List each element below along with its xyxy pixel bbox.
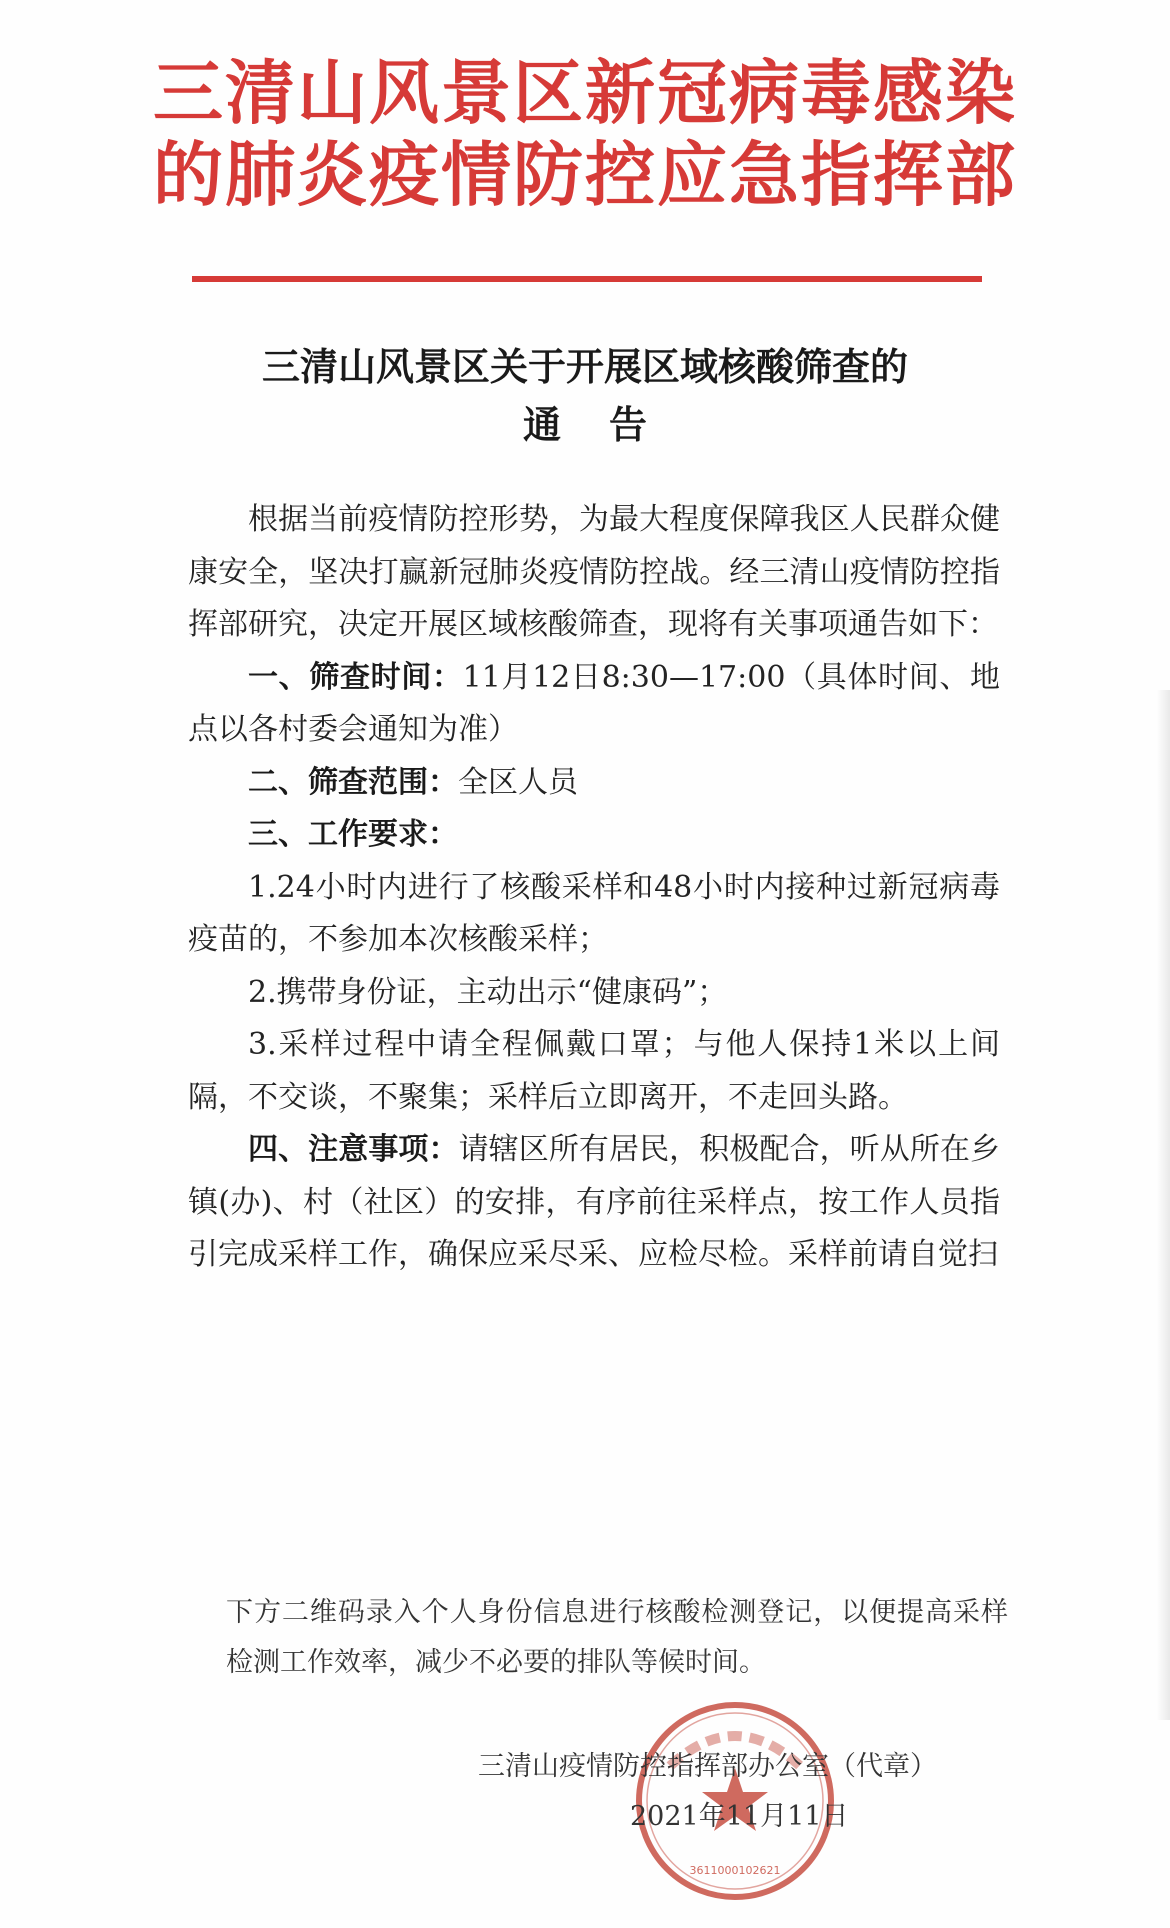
signing-date: 2021年11月11日: [630, 1801, 849, 1832]
work-requirements-heading: [188, 809, 1000, 862]
intro-paragraph: 根据当前疫情防控形势，为最大程度保障我区人民群众健康安全，坚决打赢新冠肺炎疫情防控战。经三清山疫情防控指挥部研究，决定开展区域核酸筛查，现将有关事项通告如下：: [188, 502, 1000, 642]
notice-title-line1: 三清山风景区关于开展区域核酸筛查的: [261, 344, 908, 389]
page-edge-shadow: [1156, 690, 1170, 1720]
signing-organization: 三清山疫情防控指挥部办公室（代章）: [478, 1751, 937, 1782]
requirement-3: 3.采样过程中请全程佩戴口罩；与他人保持1米以上间隔，不交谈，不聚集；采样后立即离开，不走回头路。: [188, 1027, 1000, 1115]
precautions-label: 四、注意事项：: [248, 1132, 459, 1167]
screening-scope-paragraph: [188, 757, 1000, 810]
work-requirements-label: 三、工作要求：: [248, 817, 458, 852]
screening-scope-text: 全区人员: [458, 764, 578, 800]
notice-title-line2: 通告: [522, 402, 695, 447]
notice-body: [188, 494, 1000, 1282]
issuer-header-line1: 三清山风景区新冠病毒感染: [153, 52, 1017, 134]
qr-registration-note: 下方二维码录入个人身份信息进行核酸检测登记，以便提高采样检测工作效率，减少不必要的排队等候时间。: [226, 1597, 1008, 1678]
screening-scope-label: 二、筛查范围：: [248, 764, 458, 800]
seal-number: 3611000102621: [689, 1864, 781, 1877]
issuer-header-line2: 的肺炎疫情防控应急指挥部: [153, 134, 1017, 216]
red-divider-line: [192, 276, 982, 282]
notice-title: [120, 338, 1050, 454]
screening-time-label: 一、筛查时间：: [248, 659, 463, 695]
precautions-paragraph: [188, 1124, 1000, 1282]
screening-time-text: 11月12日8:30—17:00（具体时间、地点以各村委会通知为准）: [188, 659, 1001, 747]
requirement-2: 2.携带身份证，主动出示“健康码”；: [248, 974, 728, 1010]
precautions-text: 请辖区所有居民，积极配合，听从所在乡镇(办)、村（社区）的安排，有序前往采样点，按工作人员指引完成采样工作，确保应采尽采、应检尽检。采样前请自觉扫: [188, 1132, 1001, 1272]
issuer-header: [120, 52, 1050, 216]
requirement-1: 1.24小时内进行了核酸采样和48小时内接种过新冠病毒疫苗的，不参加本次核酸采样；: [188, 869, 1000, 957]
screening-time-paragraph: [188, 652, 1000, 757]
